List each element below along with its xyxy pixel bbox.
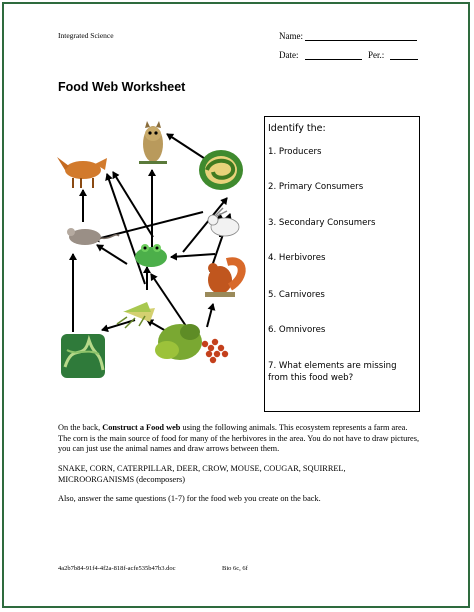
snake-icon xyxy=(199,150,243,190)
berry-bush-icon xyxy=(155,324,228,363)
date-label: Date: xyxy=(279,50,299,60)
owl-icon xyxy=(139,121,167,164)
mouse-icon xyxy=(67,228,119,245)
animal-list: SNAKE, CORN, CATERPILLAR, DEER, CROW, MOUSE, COUGAR, SQUIRREL, MICROORGANISMS (decomposers) xyxy=(58,464,346,484)
question-herbivores: 4. Herbivores xyxy=(268,253,326,263)
instructions-paragraph: On the back, Construct a Food web using the following animals. This ecosystem represents a farm area. The corn is the main source of food for many of the herbivores in the area. You do not have to draw pictures, you can just use the animal names and draw arrows between them. xyxy=(58,423,420,453)
squirrel-icon xyxy=(205,261,242,297)
construct-food-web-text: Construct a Food web xyxy=(102,423,181,432)
period-label: Per.: xyxy=(368,50,385,60)
period-field[interactable] xyxy=(390,59,418,60)
question-carnivores: 5. Carnivores xyxy=(268,290,325,300)
question-missing-elements: 7. What elements are missing from this food web? xyxy=(268,361,397,383)
course-name: Integrated Science xyxy=(58,31,114,40)
footer-code: Bio 6c, 6f xyxy=(222,565,248,572)
fox-icon xyxy=(57,157,107,188)
frog-icon xyxy=(135,244,167,267)
rabbit-icon xyxy=(208,208,239,236)
question-producers: 1. Producers xyxy=(268,147,322,157)
question-secondary-consumers: 3. Secondary Consumers xyxy=(268,218,376,228)
identify-heading: Identify the: xyxy=(268,123,326,134)
question-primary-consumers: 2. Primary Consumers xyxy=(268,182,364,192)
question-omnivores: 6. Omnivores xyxy=(268,325,326,335)
grass-icon xyxy=(61,334,105,378)
food-web-diagram xyxy=(55,112,260,387)
answer-instructions: Also, answer the same questions (1-7) for the food web you create on the back. xyxy=(58,494,321,503)
worksheet-title: Food Web Worksheet xyxy=(58,80,186,94)
footer-doc-id: 4a2b7b84-91f4-4f2a-818f-acfe535b47b3.doc xyxy=(58,565,176,572)
name-field[interactable] xyxy=(305,40,417,41)
date-field[interactable] xyxy=(305,59,362,60)
name-label: Name: xyxy=(279,31,303,41)
